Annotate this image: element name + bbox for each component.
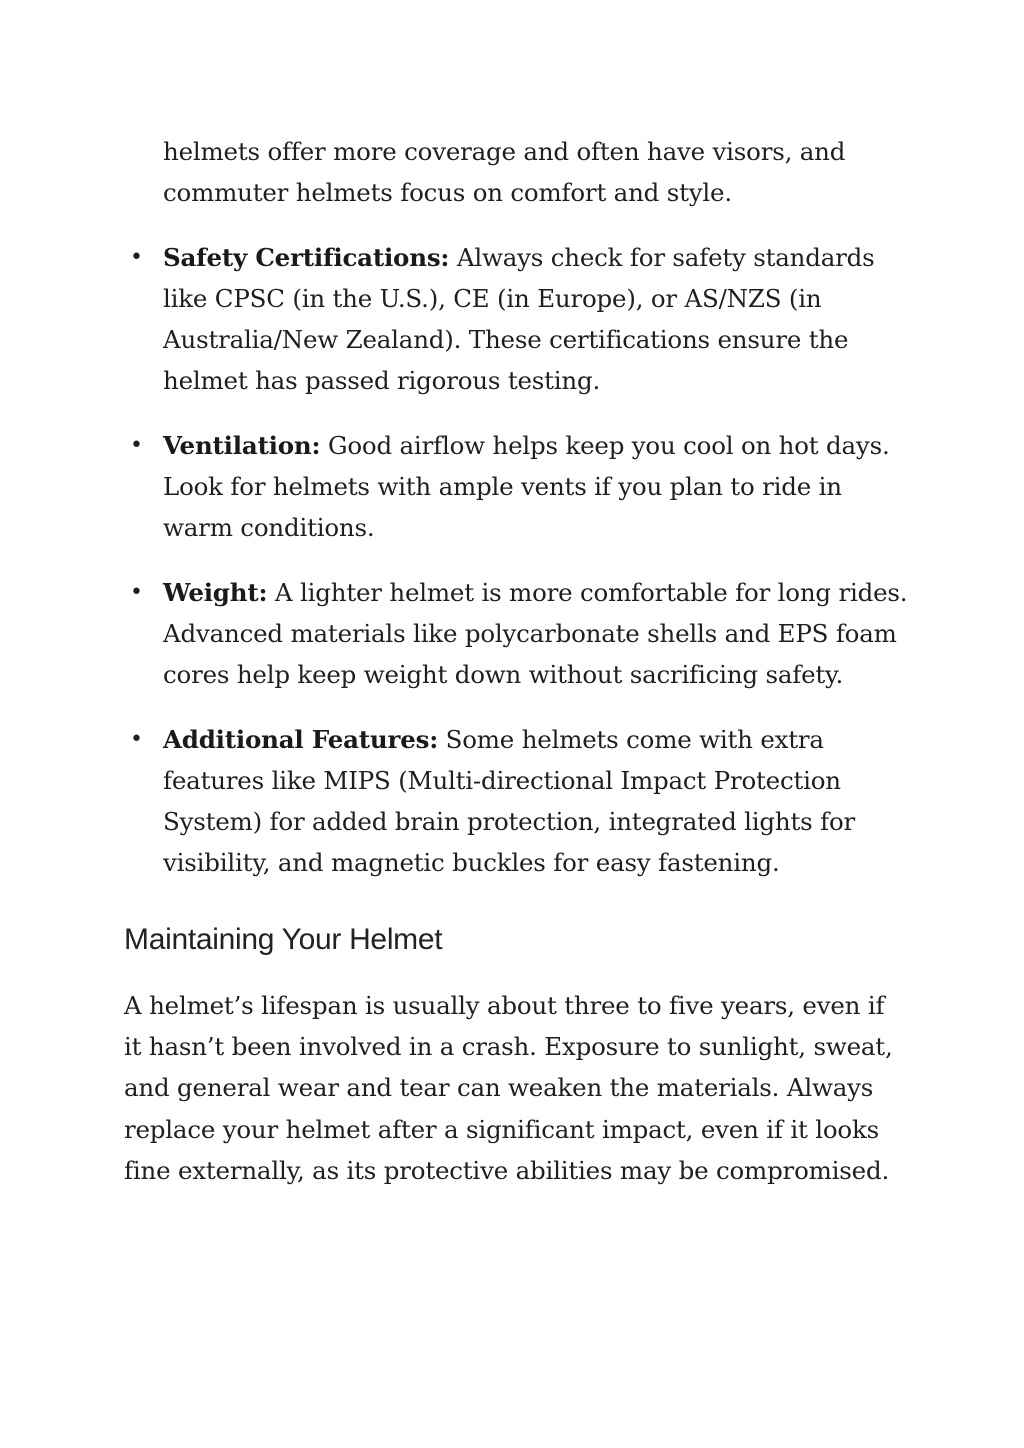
bullet-text: Always check for safety standards like CPSC (in the U.S.), CE (in Europe), or AS/NZS (in Australia/New Zealand). These certifications ensure the helmet has passed rigorous testing.: [163, 243, 875, 395]
bullet-icon: •: [130, 580, 143, 605]
bullet-item-ventilation: [0, 425, 913, 548]
bullet-text: Good airflow helps keep you cool on hot days. Look for helmets with ample vents if you plan to ride in warm conditions.: [163, 431, 890, 542]
bullet-term: Safety Certifications:: [163, 243, 450, 272]
bullet-text: Some helmets come with extra features like MIPS (Multi-directional Impact Protection System) for added brain protection, integrated lights for visibility, and magnetic buckles for easy fastening.: [163, 725, 856, 877]
section-heading: Maintaining Your Helmet: [124, 923, 443, 956]
bullet-icon: •: [130, 245, 143, 270]
bullet-icon: •: [130, 433, 143, 458]
bullet-term: Ventilation:: [163, 431, 321, 460]
bullet-text: A lighter helmet is more comfortable for long rides. Advanced materials like polycarbonate shells and EPS foam cores help keep weight down without sacrificing safety.: [163, 578, 908, 689]
bullet-term: Additional Features:: [163, 725, 439, 754]
bullet-icon: •: [130, 727, 143, 752]
section-paragraph: A helmet’s lifespan is usually about three to five years, even if it hasn’t been involved in a crash. Exposure to sunlight, sweat, and general wear and tear can weaken the materials. Always replace your helmet after a significant impact, even if it looks fine externally, as its protective abilities may be compromised.: [124, 991, 893, 1185]
bullet-item-safety-certifications: [0, 237, 913, 401]
bullet-item-weight: [0, 572, 913, 695]
bullet-item-additional-features: [0, 719, 913, 883]
bullet-term: Weight:: [163, 578, 268, 607]
feature-bullet-list: [0, 237, 1024, 907]
intro-continuation-text: helmets offer more coverage and often have visors, and commuter helmets focus on comfort and style.: [163, 137, 846, 207]
